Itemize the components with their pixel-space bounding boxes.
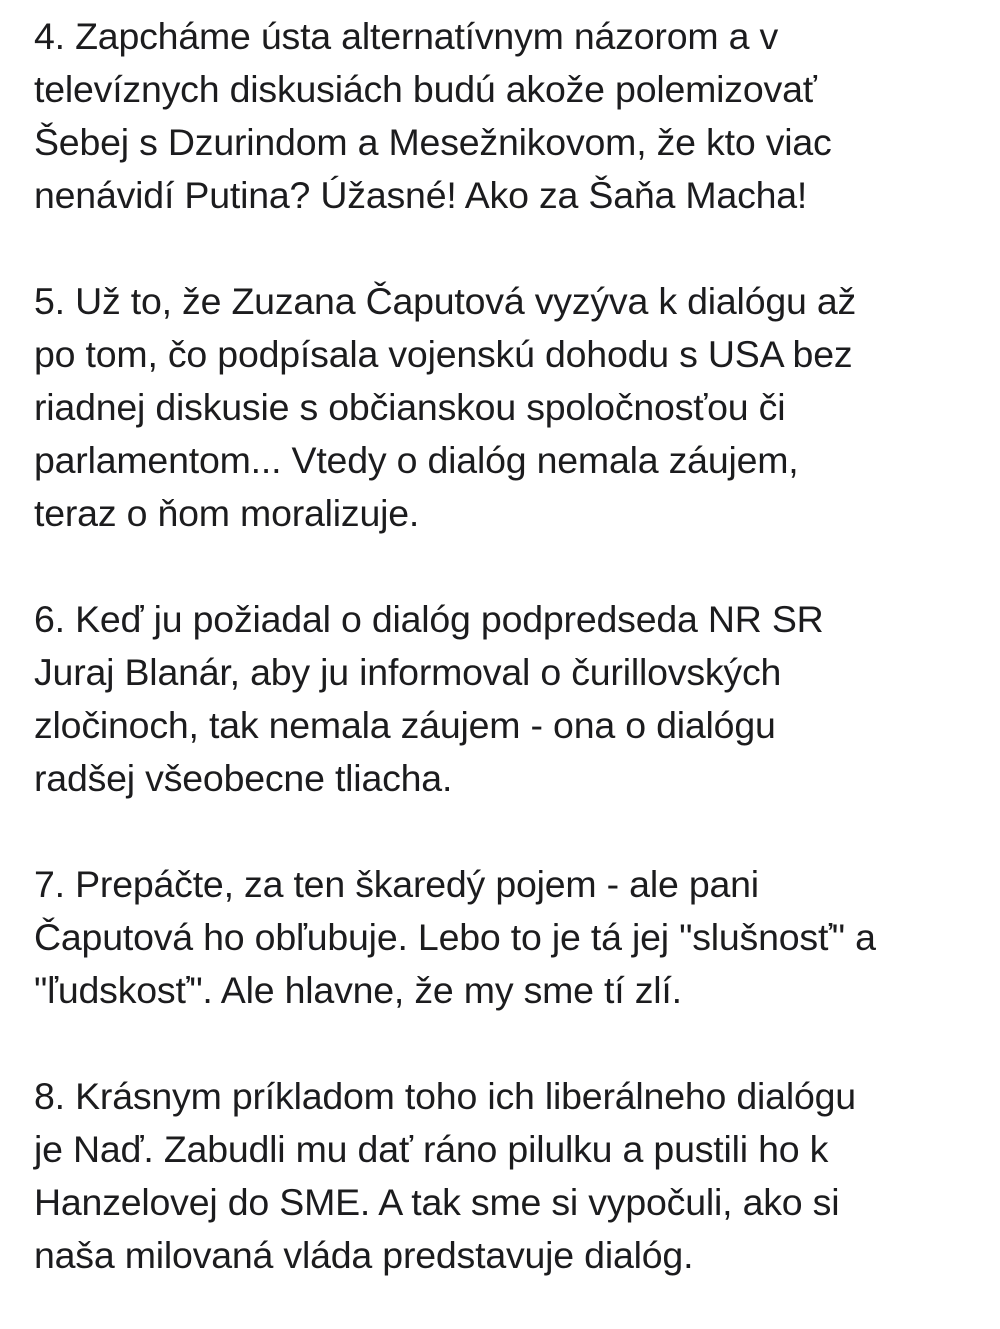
post-paragraph-7: 7. Prepáčte, za ten škaredý pojem - ale pani Čaputová ho obľubuje. Lebo to je tá jej "slušnosť" a "ľudskosť". Ale hlavne, že my sme tí zlí. [34,863,876,1011]
post-paragraph-8: 8. Krásnym príkladom toho ich liberálneho dialógu je Naď. Zabudli mu dať ráno pilulku a pustili ho k Hanzelovej do SME. A tak sme si vypočuli, ako si naša milovaná vláda predstavuje dialóg. [34,1075,856,1276]
post-paragraph-4: 4. Zapcháme ústa alternatívnym názorom a v televíznych diskusiách budú akože polemizovať Šebej s Dzurindom a Mesežnikovom, že kto viac nenávidí Putina? Úžasné! Ako za Šaňa Macha! [34,15,832,216]
post-body [34,10,984,1282]
post-paragraph-6: 6. Keď ju požiadal o dialóg podpredseda NR SR Juraj Blanár, aby ju informoval o čurillovských zločinoch, tak nemala záujem - ona o dialógu radšej všeobecne tliacha. [34,598,824,799]
post-paragraph-5: 5. Už to, že Zuzana Čaputová vyzýva k dialógu až po tom, čo podpísala vojenskú dohodu s USA bez riadnej diskusie s občianskou spoločnosťou či parlamentom... Vtedy o dialóg nemala záujem, teraz o ňom moralizuje. [34,280,857,534]
